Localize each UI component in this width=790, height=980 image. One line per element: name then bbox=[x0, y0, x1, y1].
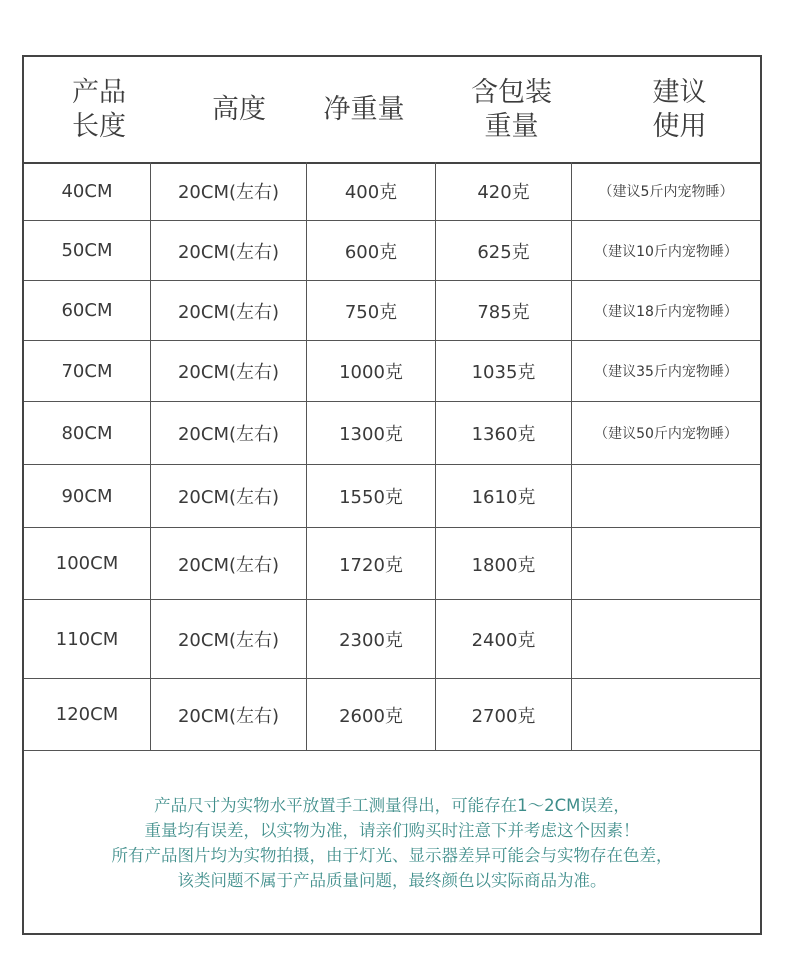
table-header bbox=[24, 57, 760, 164]
cell-height: 20CM(左右) bbox=[150, 162, 306, 220]
cell-recommendation bbox=[571, 679, 760, 750]
header-packed-weight: 含包装 重量 bbox=[471, 76, 552, 142]
cell-net-weight: 400克 bbox=[306, 162, 435, 220]
cell-recommendation: （建议10斤内宠物睡） bbox=[571, 221, 760, 280]
table-row bbox=[24, 465, 760, 528]
size-table-frame bbox=[22, 55, 762, 935]
cell-recommendation: （建议18斤内宠物睡） bbox=[571, 281, 760, 340]
cell-packed-weight: 1610克 bbox=[435, 465, 571, 527]
header-height: 高度 bbox=[212, 93, 266, 125]
table-row bbox=[24, 162, 760, 221]
cell-height: 20CM(左右) bbox=[150, 528, 306, 599]
cell-recommendation bbox=[571, 600, 760, 678]
cell-height: 20CM(左右) bbox=[150, 465, 306, 527]
header-length: 产品 长度 bbox=[72, 76, 126, 142]
cell-net-weight: 2300克 bbox=[306, 600, 435, 678]
cell-length: 60CM bbox=[61, 300, 113, 321]
cell-packed-weight: 625克 bbox=[435, 221, 571, 280]
cell-packed-weight: 2400克 bbox=[435, 600, 571, 678]
cell-height: 20CM(左右) bbox=[150, 221, 306, 280]
cell-net-weight: 600克 bbox=[306, 221, 435, 280]
table-row bbox=[24, 600, 760, 679]
cell-length: 50CM bbox=[61, 240, 113, 261]
cell-height: 20CM(左右) bbox=[150, 402, 306, 464]
cell-net-weight: 2600克 bbox=[306, 679, 435, 750]
cell-net-weight: 1000克 bbox=[306, 341, 435, 401]
cell-packed-weight: 785克 bbox=[435, 281, 571, 340]
cell-packed-weight: 420克 bbox=[435, 162, 571, 220]
cell-length: 40CM bbox=[61, 180, 113, 202]
cell-net-weight: 1300克 bbox=[306, 402, 435, 464]
table-row bbox=[24, 341, 760, 402]
table-row bbox=[24, 281, 760, 341]
notice-line: 产品尺寸为实物水平放置手工测量得出，可能存在1～2CM误差， bbox=[154, 796, 630, 815]
cell-height: 20CM(左右) bbox=[150, 679, 306, 750]
table-row bbox=[24, 221, 760, 281]
cell-recommendation bbox=[571, 528, 760, 599]
cell-length: 110CM bbox=[55, 628, 119, 650]
cell-height: 20CM(左右) bbox=[150, 341, 306, 401]
notice-text bbox=[24, 753, 760, 933]
cell-packed-weight: 2700克 bbox=[435, 679, 571, 750]
table-row bbox=[24, 402, 760, 465]
cell-length: 80CM bbox=[61, 422, 113, 444]
notice-line: 所有产品图片均为实物拍摄，由于灯光、显示器差异可能会与实物存在色差， bbox=[111, 846, 673, 865]
table-row bbox=[24, 679, 760, 751]
cell-recommendation bbox=[571, 465, 760, 527]
cell-net-weight: 1720克 bbox=[306, 528, 435, 599]
cell-net-weight: 750克 bbox=[306, 281, 435, 340]
cell-packed-weight: 1360克 bbox=[435, 402, 571, 464]
cell-recommendation: （建议35斤内宠物睡） bbox=[571, 341, 760, 401]
header-net-weight: 净重量 bbox=[323, 93, 405, 125]
notice-line: 重量均有误差，以实物为准，请亲们购买时注意下并考虑这个因素！ bbox=[144, 821, 640, 840]
cell-length: 100CM bbox=[55, 553, 119, 574]
cell-length: 90CM bbox=[61, 485, 113, 507]
cell-packed-weight: 1800克 bbox=[435, 528, 571, 599]
cell-length: 120CM bbox=[55, 704, 119, 725]
cell-height: 20CM(左右) bbox=[150, 600, 306, 678]
cell-height: 20CM(左右) bbox=[150, 281, 306, 340]
cell-net-weight: 1550克 bbox=[306, 465, 435, 527]
cell-recommendation: （建议5斤内宠物睡） bbox=[571, 162, 760, 220]
notice-line: 该类问题不属于产品质量问题，最终颜色以实际商品为准。 bbox=[177, 871, 607, 890]
cell-recommendation: （建议50斤内宠物睡） bbox=[571, 402, 760, 464]
cell-length: 70CM bbox=[61, 360, 113, 382]
header-recommended-use: 建议 使用 bbox=[652, 76, 707, 142]
cell-packed-weight: 1035克 bbox=[435, 341, 571, 401]
table-row bbox=[24, 528, 760, 600]
